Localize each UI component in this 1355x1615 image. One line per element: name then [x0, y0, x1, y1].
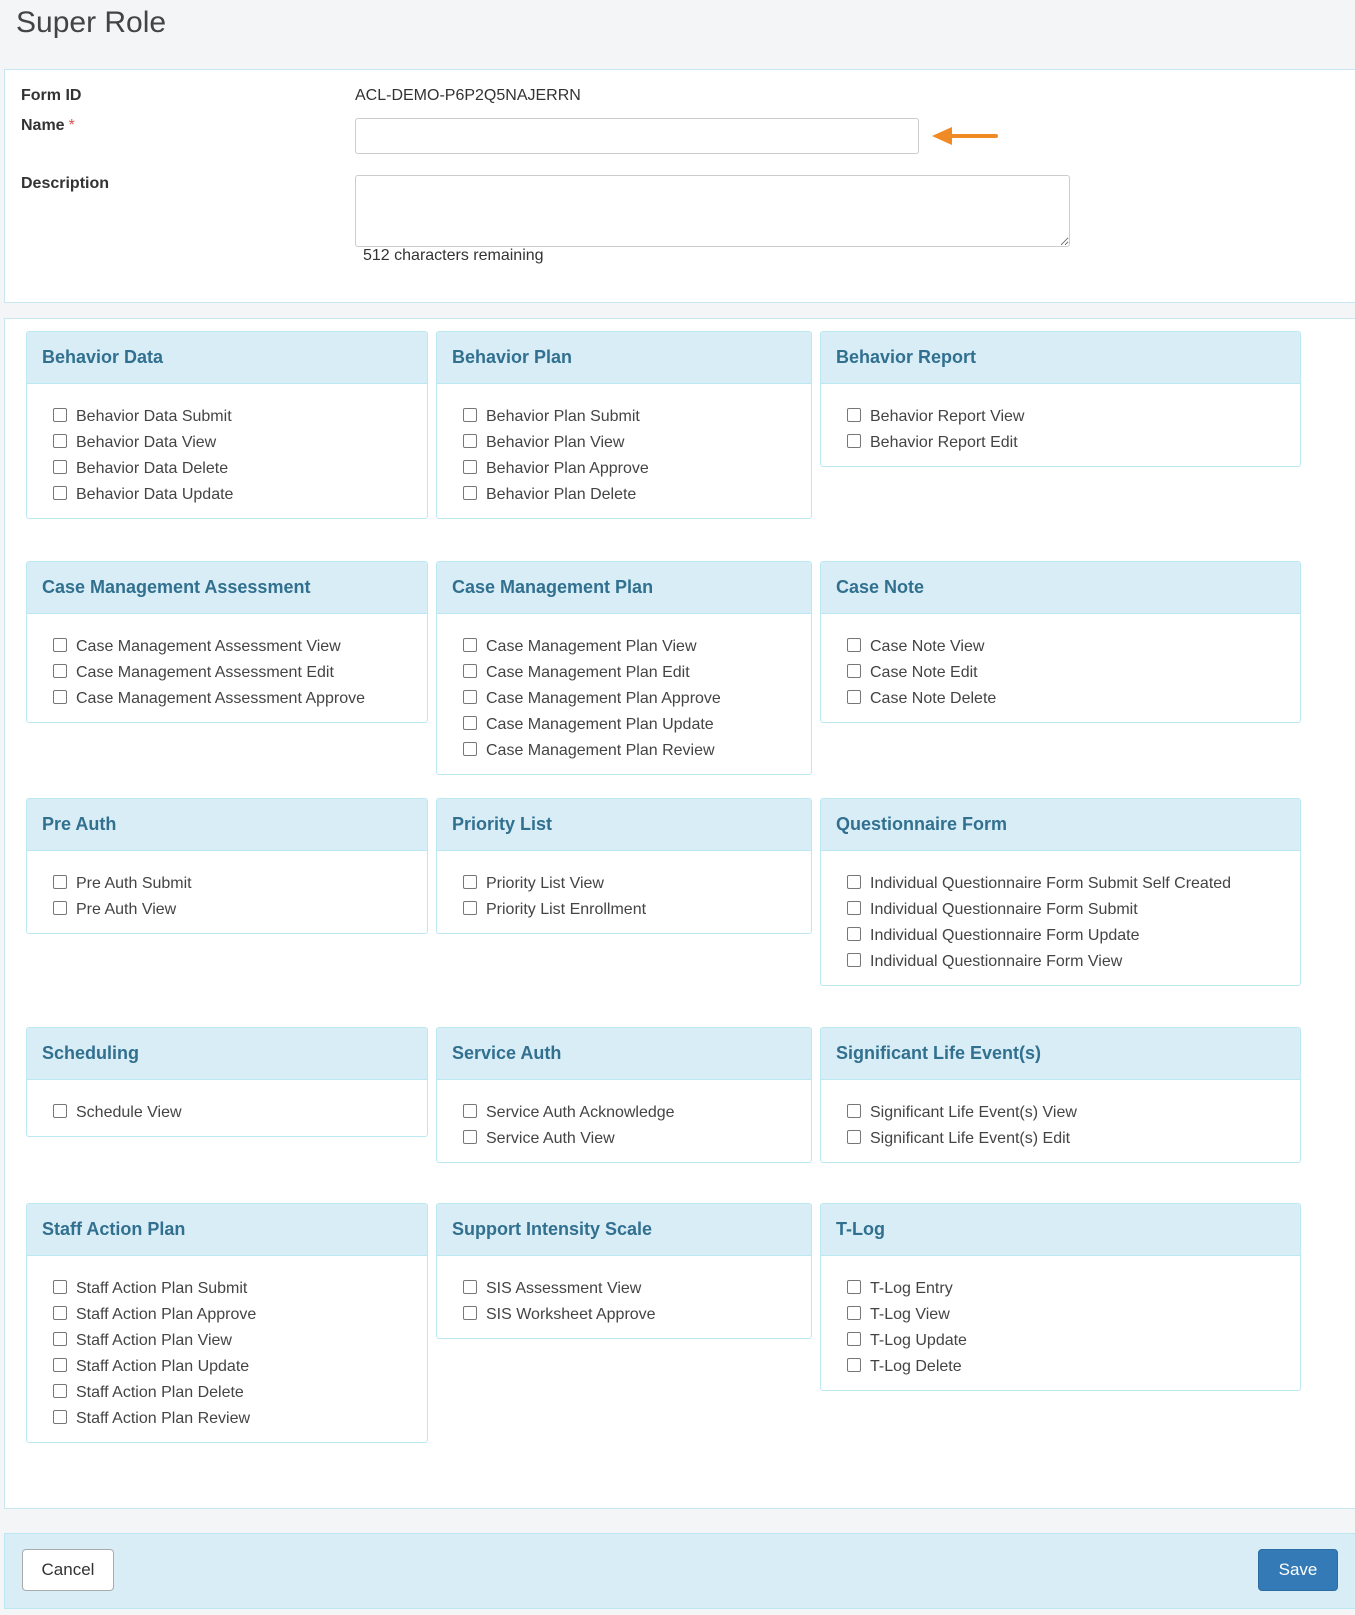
permission-item[interactable]: [53, 634, 401, 660]
description-textarea[interactable]: [355, 175, 1070, 247]
permission-label: Case Management Plan Approve: [486, 690, 721, 707]
permission-item[interactable]: [847, 686, 1274, 712]
role-form-panel: [4, 69, 1355, 303]
group-body: [437, 614, 811, 775]
permission-group: [820, 798, 1301, 986]
permission-item[interactable]: [463, 686, 785, 712]
permission-item[interactable]: [53, 1380, 401, 1406]
checkbox[interactable]: [463, 486, 477, 500]
permission-label: Staff Action Plan Review: [76, 1410, 251, 1427]
permission-item[interactable]: [53, 897, 401, 923]
permission-group: [820, 331, 1301, 467]
permission-label: Case Note Edit: [870, 664, 978, 681]
name-input[interactable]: [355, 118, 919, 154]
checkbox[interactable]: [463, 901, 477, 915]
group-body: [437, 384, 811, 519]
permission-label: Individual Questionnaire Form View: [870, 953, 1123, 970]
permission-label: Behavior Data View: [76, 434, 217, 451]
permission-group: [820, 1203, 1301, 1391]
permission-item[interactable]: [847, 634, 1274, 660]
permission-item[interactable]: [847, 1328, 1274, 1354]
checkbox[interactable]: [53, 875, 67, 889]
arrow-left-icon: [932, 125, 998, 147]
permission-item[interactable]: [463, 871, 785, 897]
permission-item[interactable]: [463, 660, 785, 686]
permissions-panel: [4, 318, 1355, 1509]
permission-label: Priority List View: [486, 875, 604, 892]
permission-item[interactable]: [53, 1276, 401, 1302]
permission-group: [820, 1027, 1301, 1163]
group-body: [437, 1256, 811, 1339]
group-body: [821, 614, 1300, 723]
permission-label: Staff Action Plan Approve: [76, 1306, 257, 1323]
permission-item[interactable]: [53, 456, 401, 482]
permission-label: Individual Questionnaire Form Submit Self Created: [870, 875, 1232, 892]
permission-item[interactable]: [847, 1276, 1274, 1302]
checkbox[interactable]: [847, 1130, 861, 1144]
checkbox[interactable]: [847, 1358, 861, 1372]
group-title: Priority List: [437, 799, 811, 851]
checkbox[interactable]: [847, 1104, 861, 1118]
group-body: [27, 1256, 427, 1443]
checkbox[interactable]: [847, 1332, 861, 1346]
group-title: Case Management Assessment: [27, 562, 427, 614]
group-title: Behavior Data: [27, 332, 427, 384]
checkbox[interactable]: [53, 1384, 67, 1398]
permission-group: [436, 561, 812, 775]
permission-item[interactable]: [53, 404, 401, 430]
permission-label: Case Management Plan Update: [486, 716, 714, 733]
permission-label: T-Log Entry: [870, 1280, 953, 1297]
permission-label: Behavior Data Update: [76, 486, 234, 503]
permission-item[interactable]: [847, 949, 1274, 975]
group-title: Case Management Plan: [437, 562, 811, 614]
permission-item[interactable]: [847, 897, 1274, 923]
permission-label: Behavior Report View: [870, 408, 1025, 425]
checkbox[interactable]: [847, 690, 861, 704]
permission-label: Case Management Plan View: [486, 638, 697, 655]
permission-label: SIS Worksheet Approve: [486, 1306, 656, 1323]
permission-label: Staff Action Plan Update: [76, 1358, 250, 1375]
group-title: Case Note: [821, 562, 1300, 614]
permission-label: Staff Action Plan Delete: [76, 1384, 244, 1401]
permission-label: Case Management Plan Review: [486, 742, 715, 759]
group-body: [437, 851, 811, 934]
checkbox[interactable]: [463, 408, 477, 422]
checkbox[interactable]: [53, 1332, 67, 1346]
permission-item[interactable]: [463, 634, 785, 660]
checkbox[interactable]: [53, 434, 67, 448]
permission-group: [436, 798, 812, 934]
checkbox[interactable]: [53, 460, 67, 474]
checkbox[interactable]: [53, 901, 67, 915]
permission-group: [436, 331, 812, 519]
permission-item[interactable]: [53, 1354, 401, 1380]
permission-label: Behavior Report Edit: [870, 434, 1018, 451]
checkbox[interactable]: [53, 408, 67, 422]
name-label-text: Name: [21, 117, 65, 134]
permission-label: SIS Assessment View: [486, 1280, 642, 1297]
permission-item[interactable]: [463, 404, 785, 430]
permission-item[interactable]: [847, 1126, 1274, 1152]
checkbox[interactable]: [53, 1306, 67, 1320]
group-title: Scheduling: [27, 1028, 427, 1080]
form-id-value: ACL-DEMO-P6P2Q5NAJERRN: [355, 87, 581, 104]
permission-label: T-Log Delete: [870, 1358, 962, 1375]
permission-label: Behavior Plan Approve: [486, 460, 649, 477]
permission-item[interactable]: [463, 738, 785, 764]
group-body: [27, 384, 427, 519]
checkbox[interactable]: [847, 875, 861, 889]
checkbox[interactable]: [463, 1104, 477, 1118]
checkbox[interactable]: [847, 901, 861, 915]
checkbox[interactable]: [53, 638, 67, 652]
permission-item[interactable]: [847, 1302, 1274, 1328]
checkbox[interactable]: [847, 408, 861, 422]
permission-group: [26, 798, 428, 934]
permission-item[interactable]: [53, 430, 401, 456]
group-title: Behavior Plan: [437, 332, 811, 384]
permission-label: Behavior Plan Submit: [486, 408, 640, 425]
save-button[interactable]: Save: [1258, 1549, 1338, 1591]
form-id-label: Form ID: [21, 87, 82, 104]
checkbox[interactable]: [53, 664, 67, 678]
permission-item[interactable]: [463, 712, 785, 738]
checkbox[interactable]: [53, 486, 67, 500]
checkbox[interactable]: [463, 664, 477, 678]
permission-item[interactable]: [53, 871, 401, 897]
permission-label: Case Note View: [870, 638, 985, 655]
characters-remaining: 512 characters remaining: [363, 247, 544, 264]
permission-item[interactable]: [53, 1100, 401, 1126]
permission-label: Behavior Plan Delete: [486, 486, 637, 503]
permission-item[interactable]: [463, 1100, 785, 1126]
permission-label: Pre Auth View: [76, 901, 177, 918]
group-title: Pre Auth: [27, 799, 427, 851]
checkbox[interactable]: [847, 953, 861, 967]
permission-item[interactable]: [53, 1302, 401, 1328]
group-body: [437, 1080, 811, 1163]
permission-group: [26, 1203, 428, 1443]
group-body: [27, 1080, 427, 1137]
permission-group: [436, 1203, 812, 1339]
checkbox[interactable]: [463, 742, 477, 756]
group-body: [821, 1080, 1300, 1163]
permission-item[interactable]: [463, 456, 785, 482]
permission-group: [26, 561, 428, 723]
permission-label: Individual Questionnaire Form Submit: [870, 901, 1138, 918]
page-title: Super Role: [16, 6, 167, 39]
checkbox[interactable]: [463, 638, 477, 652]
checkbox[interactable]: [463, 1280, 477, 1294]
permission-item[interactable]: [847, 404, 1274, 430]
permission-item[interactable]: [53, 1406, 401, 1432]
permission-label: Priority List Enrollment: [486, 901, 647, 918]
permission-item[interactable]: [53, 482, 401, 508]
permission-item[interactable]: [463, 1276, 785, 1302]
permission-label: T-Log Update: [870, 1332, 967, 1349]
permission-item[interactable]: [847, 923, 1274, 949]
permission-label: Case Management Plan Edit: [486, 664, 690, 681]
form-footer: [4, 1533, 1355, 1609]
permission-label: Schedule View: [76, 1104, 182, 1121]
permission-item[interactable]: [463, 1302, 785, 1328]
group-title: Support Intensity Scale: [437, 1204, 811, 1256]
permission-group: [436, 1027, 812, 1163]
checkbox[interactable]: [53, 1104, 67, 1118]
checkbox[interactable]: [463, 460, 477, 474]
permission-label: Behavior Data Delete: [76, 460, 229, 477]
checkbox[interactable]: [463, 1306, 477, 1320]
group-title: Questionnaire Form: [821, 799, 1300, 851]
checkbox[interactable]: [847, 638, 861, 652]
description-label: Description: [21, 175, 110, 192]
permission-item[interactable]: [53, 686, 401, 712]
checkbox[interactable]: [463, 690, 477, 704]
permission-item[interactable]: [847, 1100, 1274, 1126]
permission-item[interactable]: [53, 1328, 401, 1354]
permission-label: Service Auth Acknowledge: [486, 1104, 675, 1121]
permission-item[interactable]: [847, 430, 1274, 456]
permission-label: Significant Life Event(s) Edit: [870, 1130, 1071, 1147]
checkbox[interactable]: [53, 690, 67, 704]
group-body: [27, 614, 427, 723]
permission-item[interactable]: [847, 871, 1274, 897]
checkbox[interactable]: [463, 434, 477, 448]
group-title: Service Auth: [437, 1028, 811, 1080]
permission-label: Case Management Assessment Approve: [76, 690, 366, 707]
group-body: [821, 851, 1300, 986]
group-body: [821, 384, 1300, 467]
permission-item[interactable]: [463, 482, 785, 508]
permission-label: Staff Action Plan View: [76, 1332, 232, 1349]
permission-label: T-Log View: [870, 1306, 950, 1323]
checkbox[interactable]: [53, 1358, 67, 1372]
permission-label: Behavior Plan View: [486, 434, 625, 451]
group-body: [821, 1256, 1300, 1391]
cancel-button[interactable]: Cancel: [22, 1549, 114, 1591]
group-body: [27, 851, 427, 934]
checkbox[interactable]: [847, 927, 861, 941]
group-title: Behavior Report: [821, 332, 1300, 384]
permission-label: Staff Action Plan Submit: [76, 1280, 248, 1297]
name-label: [21, 117, 75, 135]
permission-item[interactable]: [463, 897, 785, 923]
checkbox[interactable]: [53, 1280, 67, 1294]
permission-label: Case Management Assessment View: [76, 638, 341, 655]
permission-group: [26, 1027, 428, 1137]
permission-label: Behavior Data Submit: [76, 408, 232, 425]
checkbox[interactable]: [847, 664, 861, 678]
checkbox[interactable]: [847, 1280, 861, 1294]
permission-label: Case Management Assessment Edit: [76, 664, 334, 681]
checkbox[interactable]: [463, 1130, 477, 1144]
checkbox[interactable]: [463, 875, 477, 889]
permission-label: Pre Auth Submit: [76, 875, 192, 892]
permission-label: Significant Life Event(s) View: [870, 1104, 1077, 1121]
group-title: T-Log: [821, 1204, 1300, 1256]
permission-item[interactable]: [847, 1354, 1274, 1380]
permission-label: Service Auth View: [486, 1130, 615, 1147]
permission-item[interactable]: [53, 660, 401, 686]
permission-label: Case Note Delete: [870, 690, 997, 707]
permission-group: [820, 561, 1301, 723]
checkbox[interactable]: [847, 434, 861, 448]
permission-item[interactable]: [847, 660, 1274, 686]
checkbox[interactable]: [847, 1306, 861, 1320]
group-title: Staff Action Plan: [27, 1204, 427, 1256]
permission-item[interactable]: [463, 430, 785, 456]
permission-label: Individual Questionnaire Form Update: [870, 927, 1140, 944]
permission-group: [26, 331, 428, 519]
checkbox[interactable]: [53, 1410, 67, 1424]
checkbox[interactable]: [463, 716, 477, 730]
required-marker: *: [68, 117, 75, 134]
group-title: Significant Life Event(s): [821, 1028, 1300, 1080]
permission-item[interactable]: [463, 1126, 785, 1152]
